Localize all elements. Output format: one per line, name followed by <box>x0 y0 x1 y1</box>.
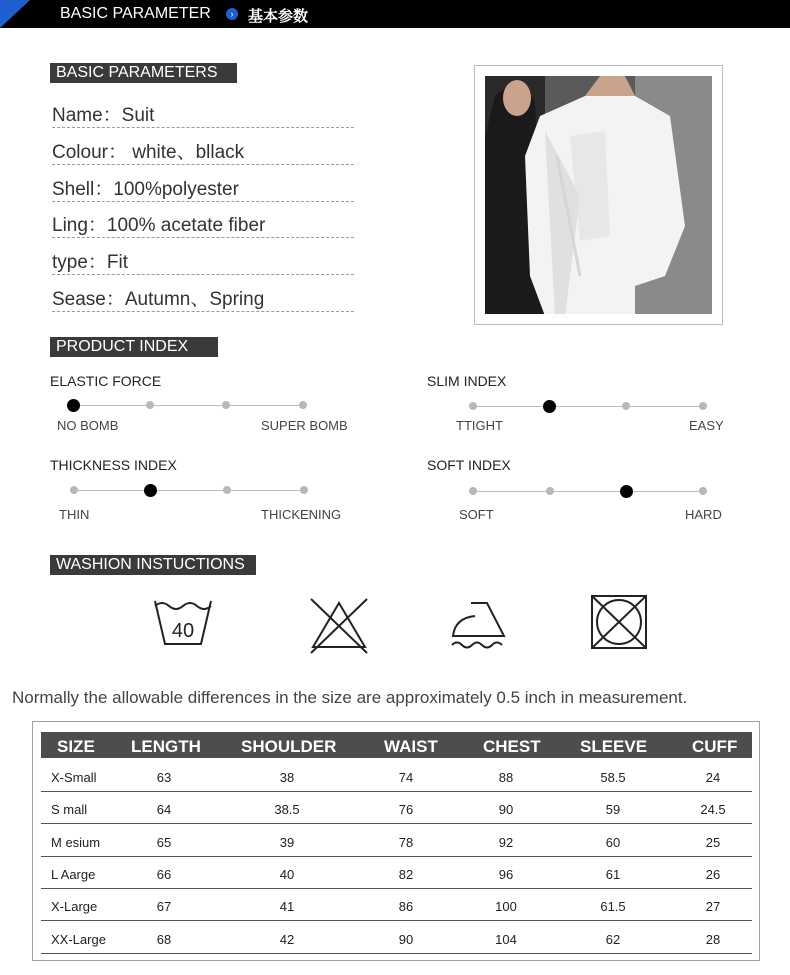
header-sleeve: SLEEVE <box>580 737 648 756</box>
table-cell: 26 <box>705 866 721 882</box>
slim-index-title: SLIM INDEX <box>427 373 507 389</box>
table-cell: 67 <box>156 899 172 915</box>
wash-40-icon <box>152 598 214 648</box>
index-marker <box>699 487 707 495</box>
table-cell: 74 <box>398 770 414 785</box>
elastic-force-title: ELASTIC FORCE <box>50 373 162 389</box>
index-marker <box>300 486 308 494</box>
product-photo-frame <box>474 65 723 325</box>
param-shell: Shell：100%polyester <box>52 172 354 202</box>
table-cell: 63 <box>156 770 172 785</box>
table-cell: 68 <box>156 931 172 947</box>
index-marker <box>223 486 231 494</box>
elastic-force-max: SUPER BOMB <box>261 418 348 433</box>
table-cell: 38.5 <box>274 802 300 818</box>
param-colour: Colour： white、bllack <box>52 135 354 165</box>
thickness-index-min: THIN <box>59 507 90 522</box>
table-cell: 86 <box>398 899 414 915</box>
index-marker-selected <box>67 399 80 412</box>
index-marker <box>146 401 154 409</box>
product-photo <box>485 76 712 314</box>
table-cell: 39 <box>279 834 295 850</box>
table-cell: 90 <box>398 931 414 947</box>
table-cell: 42 <box>279 931 295 947</box>
table-cell: 65 <box>156 834 172 850</box>
elastic-force-scale <box>73 405 303 406</box>
table-cell: 24 <box>705 770 721 785</box>
table-row <box>41 825 752 857</box>
thickness-index-max: THICKENING <box>261 507 342 522</box>
table-cell: 58.5 <box>600 770 626 785</box>
param-season: Sease：Autumn、Spring <box>52 282 354 312</box>
size-tolerance-note: Normally the allowable differences in the size are approximately 0.5 inch in measurement. <box>12 688 688 707</box>
table-cell: 60 <box>605 834 621 850</box>
soft-index-scale <box>473 491 703 492</box>
table-cell: 28 <box>705 931 721 947</box>
header-accent <box>0 0 30 28</box>
header-chest: CHEST <box>483 737 541 756</box>
chevron-right-icon: › <box>226 8 238 20</box>
table-cell: 38 <box>279 770 295 785</box>
soft-index-min: SOFT <box>459 507 494 522</box>
index-marker <box>546 487 554 495</box>
index-marker <box>299 401 307 409</box>
no-tumble-dry-icon <box>589 593 649 651</box>
table-cell: 41 <box>279 899 295 915</box>
table-row <box>41 857 752 889</box>
table-cell: 62 <box>605 931 621 947</box>
table-cell: X-Large <box>51 899 98 915</box>
table-cell: 88 <box>498 770 514 785</box>
index-marker <box>469 487 477 495</box>
iron-icon <box>449 598 509 650</box>
param-lining: Ling：100% acetate fiber <box>52 208 354 238</box>
basic-parameters-label: BASIC PARAMETERS <box>50 63 237 83</box>
table-cell: 92 <box>498 834 514 850</box>
index-marker <box>469 402 477 410</box>
thickness-index-title: THICKNESS INDEX <box>50 457 177 473</box>
slim-index-min: TTIGHT <box>456 418 503 433</box>
index-marker-selected <box>620 485 633 498</box>
header-waist: WAIST <box>384 737 438 756</box>
index-marker <box>222 401 230 409</box>
no-bleach-icon <box>309 597 369 655</box>
slim-index-max: EASY <box>689 418 724 433</box>
header-cuff: CUFF <box>692 737 738 756</box>
table-cell: 27 <box>705 899 721 915</box>
table-row <box>41 760 752 792</box>
table-cell: 76 <box>398 802 414 818</box>
param-type: type：Fit <box>52 245 354 275</box>
header-subtitle: 基本参数 <box>248 8 309 25</box>
elastic-force-min: NO BOMB <box>57 418 119 433</box>
table-row <box>41 792 752 824</box>
index-marker-selected <box>543 400 556 413</box>
washing-instructions-label: WASHION INSTUCTIONS <box>50 555 256 575</box>
header-bar <box>0 0 790 28</box>
table-cell: XX-Large <box>51 931 106 947</box>
table-row <box>41 922 752 954</box>
table-cell: 59 <box>605 802 621 818</box>
index-marker <box>622 402 630 410</box>
soft-index-max: HARD <box>685 507 722 522</box>
soft-index-title: SOFT INDEX <box>427 457 511 473</box>
table-cell: 24.5 <box>700 802 726 818</box>
table-cell: 61.5 <box>600 899 626 915</box>
table-cell: 25 <box>705 834 721 850</box>
table-cell: 100 <box>495 899 517 915</box>
slim-index-scale <box>473 406 703 407</box>
table-cell: 61 <box>605 866 621 882</box>
thickness-index-scale <box>74 490 304 491</box>
index-marker <box>70 486 78 494</box>
table-cell: M esium <box>51 834 101 850</box>
header-length: LENGTH <box>131 737 201 756</box>
index-marker <box>699 402 707 410</box>
wash-temperature: 40 <box>171 620 195 642</box>
table-cell: 96 <box>498 866 514 882</box>
table-row <box>41 889 752 921</box>
index-marker-selected <box>144 484 157 497</box>
header-size: SIZE <box>57 737 95 756</box>
table-cell: 78 <box>398 834 414 850</box>
product-index-label: PRODUCT INDEX <box>50 337 218 357</box>
table-cell: 66 <box>156 866 172 882</box>
table-cell: X-Small <box>51 770 97 785</box>
table-cell: 104 <box>495 931 517 947</box>
table-cell: 64 <box>156 802 172 818</box>
param-name: Name：Suit <box>52 98 354 128</box>
header-shoulder: SHOULDER <box>241 737 337 756</box>
table-cell: 82 <box>398 866 414 882</box>
header-title: BASIC PARAMETER <box>60 5 211 22</box>
table-cell: S mall <box>51 802 88 818</box>
table-cell: 40 <box>279 866 295 882</box>
table-cell: L Aarge <box>51 866 96 882</box>
table-cell: 90 <box>498 802 514 818</box>
